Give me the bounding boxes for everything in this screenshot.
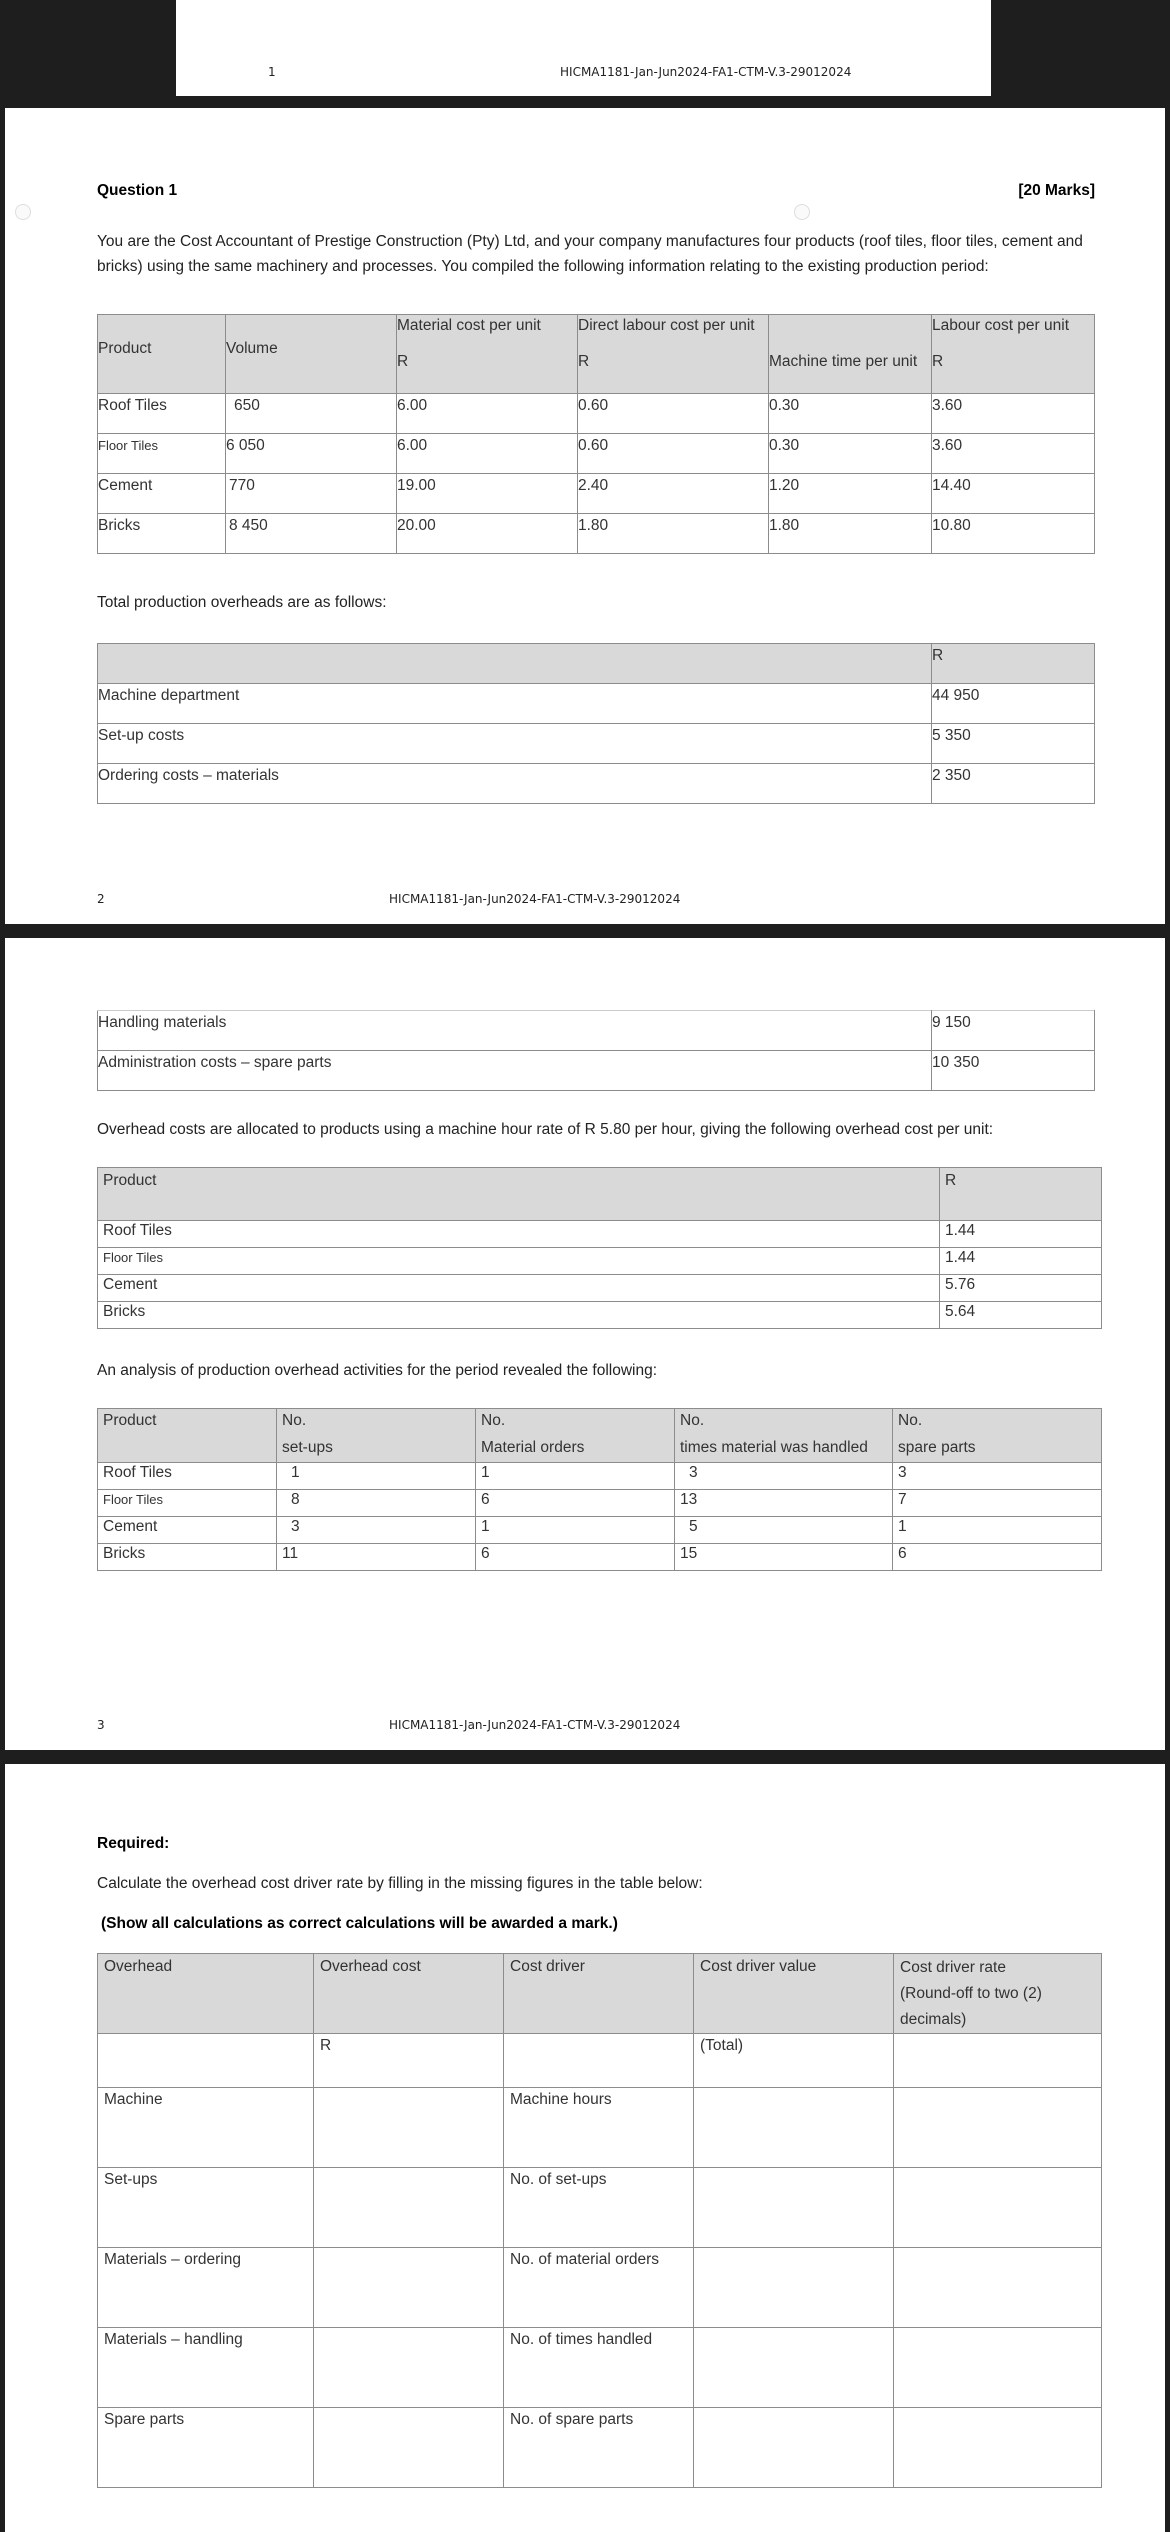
cell-cost: 5.64 [940, 1302, 1102, 1329]
table-row [98, 1463, 1102, 1490]
table-row [98, 1221, 1102, 1248]
drag-handle-icon[interactable] [794, 204, 810, 220]
cell-amount: 9 150 [932, 1011, 1095, 1051]
cell-overhead: Administration costs – spare parts [98, 1051, 932, 1091]
header-material-cost: Material cost per unit R [397, 315, 578, 394]
cell-orders: 1 [476, 1463, 675, 1490]
cell-labour: 2.40 [578, 474, 769, 514]
page-2 [5, 938, 1165, 1750]
cell-amount: 44 950 [932, 684, 1095, 724]
footer-code: HICMA1181-Jan-Jun2024-FA1-CTM-V.3-29012024 [389, 892, 681, 906]
cell-material: 20.00 [397, 514, 578, 554]
cell-driver-rate[interactable] [894, 2408, 1102, 2488]
cell-cost-driver: No. of material orders [504, 2248, 694, 2328]
table-row [98, 434, 1095, 474]
table-row [98, 1275, 1102, 1302]
cell-overhead: Handling materials [98, 1011, 932, 1051]
cell-spares: 7 [893, 1490, 1102, 1517]
header-material-orders: No. Material orders [476, 1409, 675, 1463]
cell-orders: 1 [476, 1517, 675, 1544]
table-row [98, 1248, 1102, 1275]
overheads-table-continued [97, 1010, 1095, 1091]
footer-code: HICMA1181-Jan-Jun2024-FA1-CTM-V.3-29012024 [389, 1718, 681, 1732]
cell-overhead: Set-up costs [98, 724, 932, 764]
table-row [98, 514, 1095, 554]
page-number: 3 [97, 1718, 105, 1732]
table-row [98, 1051, 1095, 1091]
table-row [98, 1517, 1102, 1544]
units-cell [504, 2034, 694, 2088]
production-table [97, 314, 1095, 554]
units-cell [894, 2034, 1102, 2088]
cell-overhead-cost[interactable] [314, 2328, 504, 2408]
cell-cost-driver: No. of spare parts [504, 2408, 694, 2488]
table-row [98, 474, 1095, 514]
cell-spares: 1 [893, 1517, 1102, 1544]
cell-handled: 5 [675, 1517, 893, 1544]
header-times-handled: No. times material was handled [675, 1409, 893, 1463]
table-row [98, 2088, 1102, 2168]
cell-cost: 1.44 [940, 1248, 1102, 1275]
cell-product: Floor Tiles [98, 1490, 277, 1517]
header-spare-parts: No. spare parts [893, 1409, 1102, 1463]
cell-overhead: Ordering costs – materials [98, 764, 932, 804]
table-row [98, 1490, 1102, 1517]
table-row [98, 1544, 1102, 1571]
cell-driver-rate[interactable] [894, 2328, 1102, 2408]
cell-product: Bricks [98, 1544, 277, 1571]
cell-setups: 1 [277, 1463, 476, 1490]
cell-overhead: Materials – handling [98, 2328, 314, 2408]
required-title: Required: [97, 1835, 170, 1852]
header-setups: No. set-ups [277, 1409, 476, 1463]
allocation-intro: Overhead costs are allocated to products using a machine hour rate of R 5.80 per hour, giving the following overhead cost per unit: [97, 1121, 994, 1138]
cell-machine: 0.30 [769, 434, 932, 474]
cell-product: Bricks [98, 1302, 940, 1329]
overheads-intro: Total production overheads are as follows: [97, 594, 387, 611]
table-row [98, 764, 1095, 804]
cell-product: Bricks [98, 514, 226, 554]
question-marks: [20 Marks] [1018, 182, 1095, 199]
cell-labour-cost: 3.60 [932, 434, 1095, 474]
cell-material: 6.00 [397, 434, 578, 474]
cell-labour-cost: 14.40 [932, 474, 1095, 514]
cell-volume: 8 450 [226, 514, 397, 554]
page-top-stub [176, 0, 991, 96]
header-blank [98, 644, 932, 684]
header-overhead: Overhead [98, 1954, 314, 2034]
cell-product: Roof Tiles [98, 1221, 940, 1248]
required-instruction: Calculate the overhead cost driver rate by filling in the missing figures in the table below: [97, 1875, 703, 1892]
header-volume: Volume [226, 315, 397, 394]
overheads-table [97, 643, 1095, 804]
cell-cost: 1.44 [940, 1221, 1102, 1248]
cell-amount: 10 350 [932, 1051, 1095, 1091]
cell-material: 19.00 [397, 474, 578, 514]
intro-line-1: You are the Cost Accountant of Prestige Construction (Pty) Ltd, and your company manufactures four products (roof tiles, floor tiles, cement and [97, 233, 1083, 250]
footer-code: HICMA1181-Jan-Jun2024-FA1-CTM-V.3-29012024 [560, 65, 852, 79]
cell-labour-cost: 3.60 [932, 394, 1095, 434]
cell-driver-value[interactable] [694, 2088, 894, 2168]
drag-handle-icon[interactable] [15, 204, 31, 220]
cell-orders: 6 [476, 1490, 675, 1517]
cell-overhead-cost[interactable] [314, 2408, 504, 2488]
cell-spares: 3 [893, 1463, 1102, 1490]
cell-cost-driver: No. of times handled [504, 2328, 694, 2408]
cell-product: Cement [98, 1275, 940, 1302]
header-cost-driver: Cost driver [504, 1954, 694, 2034]
cell-product: Cement [98, 1517, 277, 1544]
analysis-table [97, 1408, 1102, 1571]
cell-spares: 6 [893, 1544, 1102, 1571]
cell-overhead: Set-ups [98, 2168, 314, 2248]
header-cost-driver-value: Cost driver value [694, 1954, 894, 2034]
cell-driver-value[interactable] [694, 2408, 894, 2488]
cell-driver-value[interactable] [694, 2248, 894, 2328]
cell-setups: 8 [277, 1490, 476, 1517]
cell-handled: 13 [675, 1490, 893, 1517]
table-row [98, 684, 1095, 724]
cell-volume: 770 [226, 474, 397, 514]
cell-machine: 1.20 [769, 474, 932, 514]
cell-product: Floor Tiles [98, 1248, 940, 1275]
cell-overhead: Materials – ordering [98, 2248, 314, 2328]
intro-line-2: bricks) using the same machinery and processes. You compiled the following information relating to the existing production period: [97, 258, 989, 275]
cell-product: Cement [98, 474, 226, 514]
table-row [98, 394, 1095, 434]
cell-overhead: Machine department [98, 684, 932, 724]
cell-driver-value[interactable] [694, 2328, 894, 2408]
units-cell [98, 2034, 314, 2088]
question-title: Question 1 [97, 182, 178, 199]
table-row [98, 2408, 1102, 2488]
header-product: Product [98, 315, 226, 394]
cell-overhead: Spare parts [98, 2408, 314, 2488]
cell-product: Floor Tiles [98, 434, 226, 474]
cell-cost: 5.76 [940, 1275, 1102, 1302]
header-product: Product [98, 1409, 277, 1463]
cell-handled: 15 [675, 1544, 893, 1571]
cell-amount: 2 350 [932, 764, 1095, 804]
cell-overhead-cost[interactable] [314, 2088, 504, 2168]
header-product: Product [98, 1168, 940, 1221]
page-1 [5, 108, 1165, 924]
cell-material: 6.00 [397, 394, 578, 434]
cell-amount: 5 350 [932, 724, 1095, 764]
cell-driver-rate[interactable] [894, 2248, 1102, 2328]
page-3 [5, 1764, 1165, 2532]
cell-overhead-cost[interactable] [314, 2168, 504, 2248]
cell-volume: 650 [226, 394, 397, 434]
cell-labour: 0.60 [578, 394, 769, 434]
header-direct-labour: Direct labour cost per unit R [578, 315, 769, 394]
cell-overhead-cost[interactable] [314, 2248, 504, 2328]
header-r: R [940, 1168, 1102, 1221]
cell-driver-rate[interactable] [894, 2088, 1102, 2168]
cell-setups: 11 [277, 1544, 476, 1571]
cell-driver-rate[interactable] [894, 2168, 1102, 2248]
cell-overhead: Machine [98, 2088, 314, 2168]
allocation-table [97, 1167, 1102, 1329]
required-note: (Show all calculations as correct calculations will be awarded a mark.) [101, 1915, 618, 1932]
cell-volume: 6 050 [226, 434, 397, 474]
table-row [98, 2328, 1102, 2408]
cell-cost-driver: Machine hours [504, 2088, 694, 2168]
table-row [98, 1302, 1102, 1329]
table-row [98, 1011, 1095, 1051]
cell-product: Roof Tiles [98, 1463, 277, 1490]
cell-cost-driver: No. of set-ups [504, 2168, 694, 2248]
table-row [98, 2248, 1102, 2328]
page-number: 1 [268, 65, 276, 79]
rate-table [97, 1953, 1102, 2488]
cell-driver-value[interactable] [694, 2168, 894, 2248]
analysis-intro: An analysis of production overhead activities for the period revealed the following: [97, 1362, 658, 1379]
cell-machine: 0.30 [769, 394, 932, 434]
table-row [98, 2168, 1102, 2248]
cell-labour: 1.80 [578, 514, 769, 554]
cell-labour-cost: 10.80 [932, 514, 1095, 554]
table-row [98, 724, 1095, 764]
cell-labour: 0.60 [578, 434, 769, 474]
units-cell: (Total) [694, 2034, 894, 2088]
cell-machine: 1.80 [769, 514, 932, 554]
cell-orders: 6 [476, 1544, 675, 1571]
header-labour-cost: Labour cost per unit R [932, 315, 1095, 394]
cell-product: Roof Tiles [98, 394, 226, 434]
header-r: R [932, 644, 1095, 684]
header-machine-time: Machine time per unit [769, 315, 932, 394]
page-number: 2 [97, 892, 105, 906]
header-overhead-cost: Overhead cost [314, 1954, 504, 2034]
cell-setups: 3 [277, 1517, 476, 1544]
header-cost-driver-rate: Cost driver rate (Round-off to two (2) decimals) [894, 1954, 1102, 2034]
cell-handled: 3 [675, 1463, 893, 1490]
units-cell: R [314, 2034, 504, 2088]
